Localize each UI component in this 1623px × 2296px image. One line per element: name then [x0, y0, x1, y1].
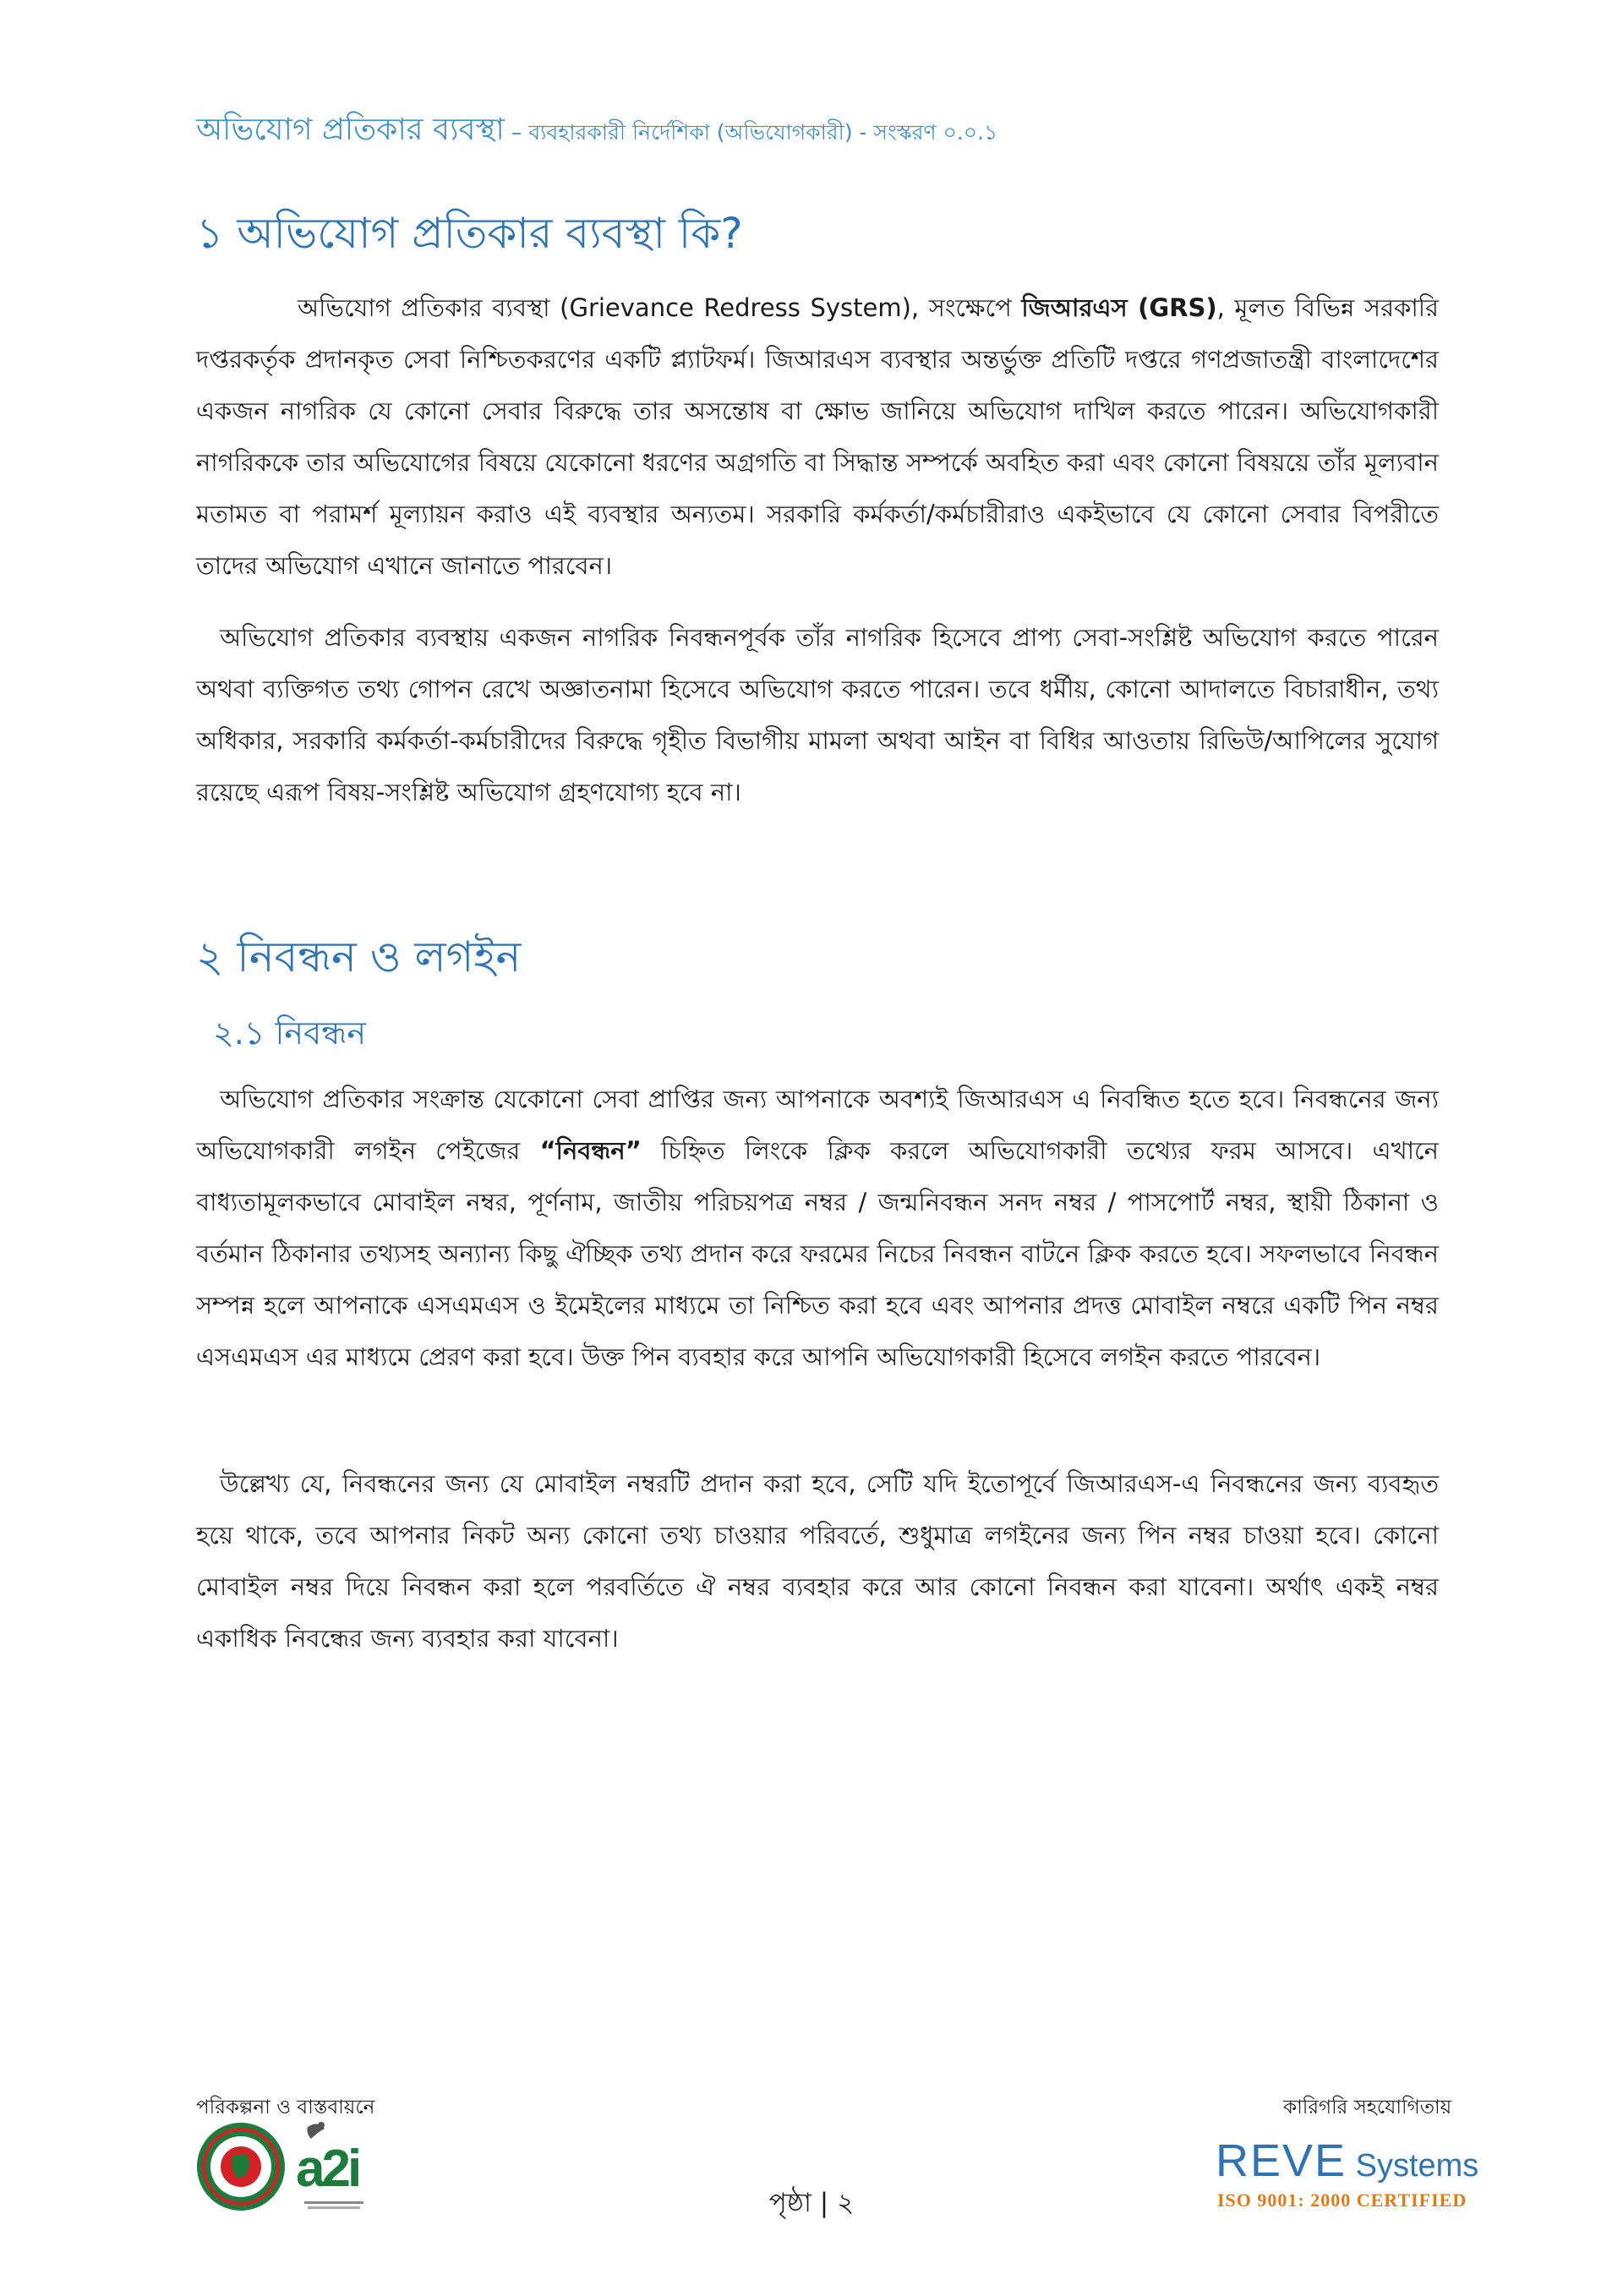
- footer-right-label: কারিগরি সহযোগিতায়: [1283, 2096, 1452, 2118]
- section-2-p1-text-a: অভিযোগ প্রতিকার সংক্রান্ত যেকোনো সেবা প্রাপ্তির জন্য আপনাকে অবশ্যই জিআরএস এ নিবন্ধিত হতে হবে। নিবন্ধনের জন্য অভিযোগকারী লগইন পেইজের: [196, 1085, 1439, 1165]
- section-1-p1-text-b: , মূলত বিভিন্ন সরকারি দপ্তরকর্তৃক প্রদানকৃত সেবা নিশ্চিতকরণের একটি প্ল্যাটফর্ম। জিআরএস ব্যবস্থার অন্তর্ভুক্ত প্রতিটি দপ্তরে গণপ্রজাতন্ত্রী বাংলাদেশের একজন নাগরিক যে কোনো সেবার বিরুদ্ধে তার অসন্তোষ বা ক্ষোভ জানিয়ে অভিযোগ দাখিল করতে পারেন। অভিযোগকারী নাগরিককে তার অভিযোগের বিষয়ে যেকোনো ধরণের অগ্রগতি বা সিদ্ধান্ত সম্পর্কে অবহিত করা এবং কোনো বিষয়য়ে তাঁর মূল্যবান মতামত বা পরামর্শ মূল্যায়ন করাও এই ব্যবস্থার অন্যতম। সরকারি কর্মকর্তা/কর্মচারীরাও একইভাবে যে কোনো সেবার বিপরীতে তাদের অভিযোগ এখানে জানাতে পারবেন।: [196, 293, 1439, 580]
- section-1-p1-text-a: অভিযোগ প্রতিকার ব্যবস্থা (Grievance Redress System), সংক্ষেপে: [298, 293, 1022, 322]
- section-1-heading: ১ অভিযোগ প্রতিকার ব্যবস্থা কি?: [196, 209, 743, 258]
- document-title: অভিযোগ প্রতিকার ব্যবস্থা: [196, 112, 505, 147]
- section-2-1-paragraph-1: [196, 1074, 1439, 1383]
- section-2-1-paragraph-2: উল্লেখ্য যে, নিবন্ধনের জন্য যে মোবাইল নম্বরটি প্রদান করা হবে, সেটি যদি ইতোপূর্বে জিআরএস-এ নিবন্ধনের জন্য ব্যবহৃত হয়ে থাকে, তবে আপনার নিকট অন্য কোনো তথ্য চাওয়ার পরিবর্তে, শুধুমাত্র লগইনের জন্য পিন নম্বর চাওয়া হবে। কোনো মোবাইল নম্বর দিয়ে নিবন্ধন করা হলে পরবর্তিতে ঐ নম্বর ব্যবহার করে আর কোনো নিবন্ধন করা যাবেনা। অর্থাৎ একই নম্বর একাধিক নিবন্ধের জন্য ব্যবহার করা যাবেনা।: [196, 1469, 1439, 1653]
- section-1-paragraph-2: অভিযোগ প্রতিকার ব্যবস্থায় একজন নাগরিক নিবন্ধনপূর্বক তাঁর নাগরিক হিসেবে প্রাপ্য সেবা-সংশ্লিষ্ট অভিযোগ করতে পারেন অথবা ব্যক্তিগত তথ্য গোপন রেখে অজ্ঞাতনামা হিসেবে অভিযোগ করতে পারেন। তবে ধর্মীয়, কোনো আদালতে বিচারাধীন, তথ্য অধিকার, সরকারি কর্মকর্তা-কর্মচারীদের বিরুদ্ধে গৃহীত বিভাগীয় মামলা অথবা আইন বা বিধির আওতায় রিভিউ/আপিলের সুযোগ রয়েছে এরূপ বিষয়-সংশ্লিষ্ট অভিযোগ গ্রহণযোগ্য হবে না।: [196, 623, 1439, 806]
- running-header: [196, 107, 1447, 157]
- registration-link-label: “নিবন্ধন”: [539, 1136, 642, 1165]
- iso-certification-text: ISO 9001: 2000 CERTIFIED: [1217, 2189, 1467, 2211]
- section-2-1-heading: ২.১ নিবন্ধন: [213, 1014, 367, 1052]
- footer-left-label: পরিকল্পনা ও বাস্তবায়নে: [196, 2096, 375, 2118]
- document-subtitle: – ব্যবহারকারী নির্দেশিকা (অভিযোগকারী) - সংস্করণ ০.০.১: [504, 120, 998, 145]
- section-2-heading: ২ নিবন্ধন ও লগইন: [196, 932, 522, 981]
- reve-systems-logo: [1216, 2135, 1478, 2187]
- section-1-paragraph-1: [196, 282, 1439, 592]
- section-2-p1-text-b: চিহ্নিত লিংকে ক্লিক করলে অভিযোগকারী তথ্যের ফরম আসবে। এখানে বাধ্যতামূলকভাবে মোবাইল নম্বর, পূর্ণনাম, জাতীয় পরিচয়পত্র নম্বর / জন্মনিবন্ধন সনদ নম্বর / পাসপোর্ট নম্বর, স্থায়ী ঠিকানা ও বর্তমান ঠিকানার তথ্যসহ অন্যান্য কিছু ঐচ্ছিক তথ্য প্রদান করে ফরমের নিচের নিবন্ধন বাটনে ক্লিক করতে হবে। সফলভাবে নিবন্ধন সম্পন্ন হলে আপনাকে এসএমএস ও ইমেইলের মাধ্যমে তা নিশ্চিত করা হবে এবং আপনার প্রদত্ত মোবাইল নম্বরে একটি পিন নম্বর এসএমএস এর মাধ্যমে প্রেরণ করা হবে। উক্ত পিন ব্যবহার করে আপনি অভিযোগকারী হিসেবে লগইন করতে পারবেন।: [196, 1136, 1439, 1371]
- reve-suffix: Systems: [1347, 2148, 1479, 2184]
- grs-abbreviation: জিআরএস (GRS): [1021, 293, 1217, 322]
- reve-name: REVE: [1216, 2135, 1347, 2186]
- page-number: পৃষ্ঠা | ২: [768, 2188, 855, 2218]
- a2i-wordmark: a2i: [296, 2140, 359, 2198]
